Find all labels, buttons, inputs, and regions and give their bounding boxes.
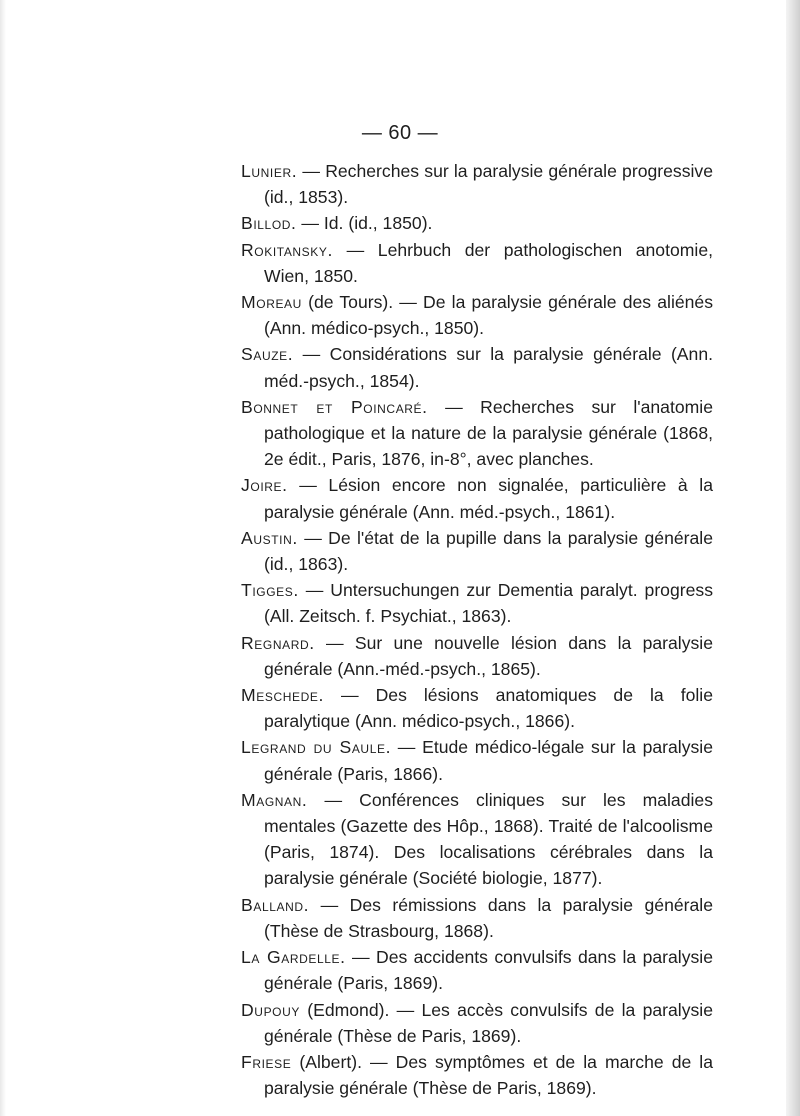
bibliography-entry: [241, 289, 713, 341]
entry-author: Balland.: [241, 894, 310, 915]
entry-text: — Des lésions anatomiques de la folie paralytique (Ann. médico-psych., 1866).: [264, 685, 713, 732]
bibliography-entry: [241, 892, 713, 944]
page-right-edge: [786, 0, 800, 1116]
entry-author: Sauze.: [241, 344, 294, 365]
bibliography-entry: [241, 734, 713, 786]
bibliography-entry: [241, 210, 713, 236]
entry-text: — Recherches sur l'anatomie pathologique et la nature de la paralysie générale (1868, 2e édit., Paris, 1876, in-8°, avec planches.: [264, 396, 713, 470]
page-number: — 60 —: [361, 122, 439, 144]
entry-text: — De l'état de la pupille dans la paralysie générale (id., 1863).: [264, 527, 713, 575]
entry-text: — Considérations sur la paralysie générale (Ann. méd.-psych., 1854).: [264, 344, 713, 391]
bibliography-entry: [241, 944, 713, 996]
bibliography-entry: [241, 341, 713, 393]
bibliography-entry: [241, 525, 713, 577]
entry-author: Rokitansky.: [241, 239, 333, 260]
entry-author: Lunier.: [241, 161, 298, 181]
bibliography-entry: [241, 682, 713, 734]
bibliography-entry: [241, 997, 713, 1049]
entry-text: — Untersuchungen zur Dementia paralyt. progress (All. Zeitsch. f. Psychiat., 1863).: [264, 580, 713, 627]
entry-author: Moreau: [241, 292, 302, 313]
entry-text: — Etude médico-légale sur la paralysie générale (Paris, 1866).: [264, 737, 713, 784]
bibliography-entry: [241, 237, 713, 289]
entry-text: — Des accidents convulsifs dans la paralysie générale (Paris, 1869).: [264, 947, 713, 994]
bibliography-entry: [241, 577, 713, 629]
entry-text: — Des rémissions dans la paralysie générale (Thèse de Strasbourg, 1868).: [264, 894, 713, 941]
entry-text: — Lésion encore non signalée, particulière à la paralysie générale (Ann. méd.-psych., 1861).: [264, 475, 713, 522]
entry-author: Dupouy: [241, 999, 300, 1020]
entry-author: Regnard.: [241, 632, 315, 653]
bibliography-entry: [241, 158, 713, 210]
bibliography-list: [241, 158, 713, 1101]
bibliography-entry: [241, 472, 713, 524]
entry-author: Meschede.: [241, 685, 324, 706]
bibliography-entry: [241, 630, 713, 682]
entry-text: — Sur une nouvelle lésion dans la paralysie générale (Ann.-méd.-psych., 1865).: [264, 632, 713, 679]
entry-author: Tigges.: [241, 580, 299, 601]
entry-author: Bonnet et Poincaré.: [241, 396, 428, 417]
entry-author: La Gardelle.: [241, 947, 346, 968]
entry-text: (de Tours). — De la paralysie générale des aliénés (Ann. médico-psych., 1850).: [264, 292, 713, 339]
entry-text: — Conférences cliniques sur les maladies mentales (Gazette des Hôp., 1868). Traité de l'alcoolisme (Paris, 1874). Des localisations cérébrales dans la paralysie générale (Société biologie, 1877).: [264, 789, 713, 889]
entry-author: Austin.: [241, 527, 298, 548]
entry-author: Friese: [241, 1051, 292, 1072]
entry-text: — Id. (id., 1850).: [296, 213, 433, 234]
bibliography-entry: [241, 787, 713, 892]
entry-author: Joire.: [241, 475, 288, 496]
entry-author: Magnan.: [241, 789, 308, 810]
entry-text: — Lehrbuch der pathologischen anotomie, Wien, 1850.: [264, 239, 713, 286]
bibliography-entry: [241, 1049, 713, 1101]
entry-text: (Albert). — Des symptômes et de la marche de la paralysie générale (Thèse de Paris, 1869).: [264, 1051, 713, 1099]
page-left-edge: [0, 0, 6, 1116]
entry-text: — Recherches sur la paralysie générale progressive (id., 1853).: [264, 161, 713, 208]
bibliography-entry: [241, 394, 713, 473]
entry-author: Legrand du Saule.: [241, 737, 392, 758]
entry-text: (Edmond). — Les accès convulsifs de la paralysie générale (Thèse de Paris, 1869).: [264, 999, 713, 1046]
entry-author: Billod.: [241, 213, 297, 234]
